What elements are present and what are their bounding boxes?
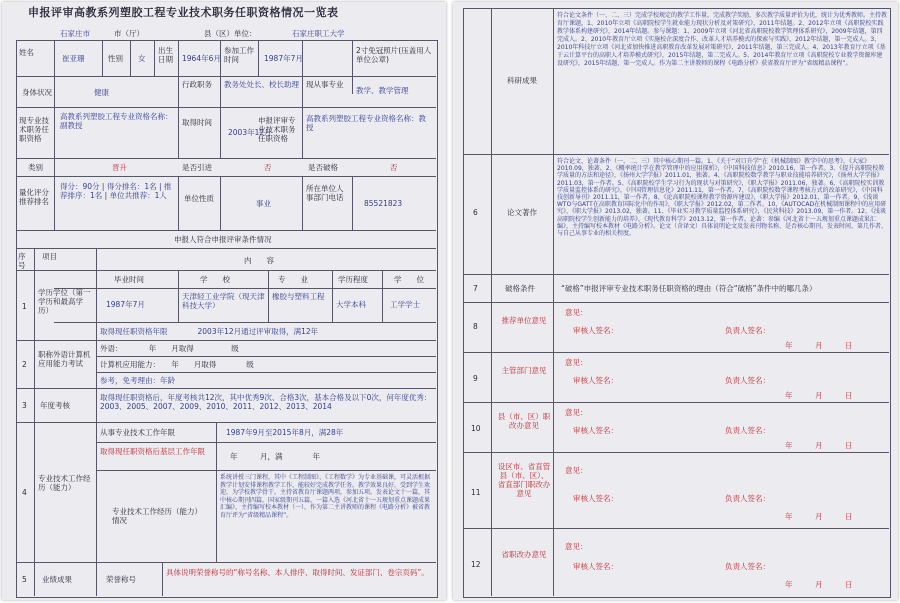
header-no: 序号 xyxy=(18,252,26,270)
ranking-value: 得分：90分 | 得分排名：1名 | 推荐排序：1名 | 单位共推荐：1人 xyxy=(60,182,172,200)
reviewer-signature: 审核人签名： xyxy=(573,494,618,503)
grad-time-value: 1987年7月 xyxy=(106,300,145,309)
exceptional-value: 否 xyxy=(390,163,398,172)
school-header: 学 校 xyxy=(200,275,230,284)
row-no-2: 2 xyxy=(22,360,27,369)
county-label: 县（区）单位： xyxy=(204,29,257,38)
major-header: 专 业 xyxy=(278,275,308,284)
table-border-right xyxy=(463,8,891,598)
date-field: 年 月 日 xyxy=(785,341,853,350)
introduced-label: 是否引进 xyxy=(182,163,212,172)
header-item: 项目 xyxy=(42,252,57,261)
work-ability-label: 专业技术工作经历（能力）情况 xyxy=(112,507,202,525)
reviewer-signature: 审核人签名： xyxy=(573,426,618,435)
date-field: 年 月 日 xyxy=(785,441,853,450)
birth-label: 出生日期 xyxy=(158,46,173,64)
level-header: 学历程度 xyxy=(338,275,368,284)
unit-nature-label: 单位性质 xyxy=(184,194,214,203)
introduced-value: 否 xyxy=(264,163,272,172)
work-start-label: 参加工作时间 xyxy=(224,46,254,64)
reviewer-signature: 审核人签名： xyxy=(573,562,618,571)
exceptional-conditions-text: “破格”申报评审专业技术职务任职资格的理由（符合“破格”条件中的哪几条） xyxy=(561,284,817,293)
honor-instructions: 具体说明荣誉称号的“称号名称、本人排序、取得时间、发证部门、卷宗页码”。 xyxy=(166,568,429,577)
row-no-6: 6 xyxy=(473,208,478,217)
admin-post-label: 行政职务 xyxy=(182,80,212,89)
opinion-field: 意见： xyxy=(565,408,588,417)
major-value: 橡胶与塑料工程 xyxy=(272,292,325,301)
grassroots-years-value: 年 月，满 年 xyxy=(230,452,320,461)
work-ability-text: 系统讲授三门课程，其中《工程制图》、《工程数学》为专业基础课，可灵活根据教学计划安排课程教学工作，能较好完成教学任务。教学效果良好，受到学生欢迎，为学校教学骨干。主持省教育厅课题两项，参加五项。发表论文十一篇，其中核心期刊四篇，国家级期刊五篇，一篇入选《河北省十一五规划重点课题成果汇编》，主持编写校本教材（一），作为第二主讲教师的课程《电路分析》被省教育厅评为“省级精品课程”。 xyxy=(220,474,431,519)
unit-value: 石家庄职工大学 xyxy=(292,29,345,38)
row-no-5: 5 xyxy=(22,575,27,584)
row-no-4: 4 xyxy=(22,488,27,497)
exceptional-conditions-label: 破格条件 xyxy=(505,284,535,293)
gender-label: 性别 xyxy=(108,54,123,63)
degree-header: 学 位 xyxy=(394,275,424,284)
date-field: 年 月 日 xyxy=(785,580,853,589)
opinion-label: 设区市、省直管县（市、区）、省直部门职改办意见 xyxy=(497,462,551,498)
row-no-8: 8 xyxy=(473,322,478,331)
opinion-field: 意见： xyxy=(565,466,588,475)
achievements-label: 业绩成果 xyxy=(42,575,72,584)
honor-label: 荣誉称号 xyxy=(106,575,136,584)
row-no-9: 9 xyxy=(473,374,478,383)
leader-signature: 负责人签名： xyxy=(725,426,770,435)
page-title: 申报评审高教系列塑胶工程专业技术职务任职资格情况一览表 xyxy=(28,6,339,19)
exemption-line: 参考，免考理由：年龄 xyxy=(100,376,175,385)
current-title-label: 现专业技术职务任职资格 xyxy=(19,116,49,143)
opinion-label: 推荐单位意见 xyxy=(501,316,547,325)
opinion-field: 意见： xyxy=(565,358,588,367)
papers-label: 论文著作 xyxy=(507,208,537,217)
row-no-10: 10 xyxy=(471,424,481,433)
birth-value: 1964年6月 xyxy=(182,54,221,63)
name-value: 崔亚珊 xyxy=(62,54,85,63)
city-value: 石家庄市 xyxy=(60,29,90,38)
computer-line: 计算机应用能力： 年 月取得 级 xyxy=(100,360,254,369)
current-specialty-value: 教学、教学管理 xyxy=(356,86,409,95)
work-years-value: 1987年9月至2015年8月，满28年 xyxy=(226,428,344,437)
reviewer-signature: 审核人签名： xyxy=(573,376,618,385)
form-page-left xyxy=(2,2,446,600)
leader-signature: 负责人签名： xyxy=(725,562,770,571)
row-no-1: 1 xyxy=(22,302,27,311)
apply-title-value: 高教系列塑胶工程专业资格名称：教授 xyxy=(306,114,426,132)
date-field: 年 月 日 xyxy=(785,391,853,400)
research-label: 科研成果 xyxy=(507,76,537,85)
section-title: 申报人符合申报评审条件情况 xyxy=(174,235,272,244)
reviewer-signature: 审核人签名： xyxy=(573,326,618,335)
gender-value: 女 xyxy=(138,54,146,63)
grassroots-years-label: 取得现任职资格后基层工作年限 xyxy=(100,447,205,456)
hr-phone-value: 85521823 xyxy=(364,199,403,208)
opinion-label: 县（市、区）职改办意见 xyxy=(497,412,551,430)
name-label: 姓名 xyxy=(19,48,34,57)
papers-text: 符合论文、论著条件（一、二、三）其中核心期刊一篇。1、《关于“对口升学”在《机械制图》教学中的思考》，《大家》2010.09，独著。2、《概率统计学在教学管理中的应用探析》，《中国科技信息》2010.16，第一作者。3、《提升高职院校教学质量的方法和途径》，《扬州大学学报》2011.01，独著。4、《高职院校数学教学与职业技能培养研究》，《扬州大学学报》2011.03，第一作者。5、《高职院校学生学习行为的现状与对策研究》，《职大学报》2011.06，独著。6、《高职院校实训教学质量监控体系的研究》，《中国管理信息化》2011.11，第一作者。7、《高职院校数学课程考核方式的改革研究》，《中国科技创新导刊》2011.11，第一作者。8、《论高职院校课程教学资源库建设》，《职大学报》2012.01，第一作者。9、《浅谈WTO与GATT在高职教育国际化中的作用》，《职大学报》2012.02，第二作者。10、《AUTOCAD在机械制图课程中的应用研究》，《职大学报》2013.02，独著。11、《毕业实习教学质量监控体系研究》，《民营科技》2013.09，第一作者。12、《浅谈高职院校学生创新能力的培养》，《现代教育科学》2013.12，第一作者。论著：参编《河北省十一五规划重点课题成果汇编》，主持编写校本教材《电路分析》。论文（含译文）具体说明论文及发表刊物名称、是否核心期刊、发表时间、第几作者、与自己从事专业的相关程度。 xyxy=(557,158,888,238)
current-title-value: 高教系列塑胶工程专业资格名称：副教授 xyxy=(60,112,173,130)
row-no-7: 7 xyxy=(473,284,478,293)
hr-phone-label: 所在单位人事部门电话 xyxy=(306,184,344,202)
work-start-value: 1987年7月 xyxy=(264,54,303,63)
ranking-label: 量化评分推荐排名 xyxy=(19,188,49,206)
opinion-field: 意见： xyxy=(565,308,588,317)
opinion-label: 省职改办意见 xyxy=(501,550,547,559)
category-value: 晋升 xyxy=(112,163,127,172)
row-no-3: 3 xyxy=(22,401,27,410)
header-content: 内 容 xyxy=(244,256,274,265)
form-page-right xyxy=(453,2,898,600)
opinion-field: 意见： xyxy=(565,542,588,551)
level-value: 大学本科 xyxy=(336,300,366,309)
photo-box: 2寸免冠照片(压盖用人单位公章) xyxy=(356,46,432,64)
leader-signature: 负责人签名： xyxy=(725,376,770,385)
work-years-label: 从事专业技术工作年限 xyxy=(100,428,175,437)
degree-value: 工学学士 xyxy=(390,300,420,309)
health-label: 身体状况 xyxy=(22,88,52,97)
school-value: 天津轻工业学院（现天津科技大学） xyxy=(182,292,265,310)
apply-title-label: 申报评审专业技术职务任职资格 xyxy=(258,116,296,143)
leader-signature: 负责人签名： xyxy=(725,494,770,503)
city-suffix: 市（厅） xyxy=(114,29,144,38)
qualification-years: 取得现任职资格年限 2003年12月通过评审取得，满12年 xyxy=(100,327,319,336)
foreign-language-line: 外语： 年 月取得 级 xyxy=(100,344,239,353)
education-label: 学历学位（第一学历和最高学历） xyxy=(38,288,91,315)
exceptional-label: 是否破格 xyxy=(308,163,338,172)
leader-signature: 负责人签名： xyxy=(725,326,770,335)
current-specialty-label: 现从事专业 xyxy=(306,80,344,89)
research-text: 符合论文条件（一、二、三）完成学校规定的教学工作量，完成教学奖励，多次教学质量评价为优，统计为优秀教师。主持教育厅课题，1、2010年立项《高职院校学生就业能力现状分析及对策研究》，2011年结题。2、2012年立项《高职院校实践教学体系构建研究》，2014年结题。参与课题：1、2009年立项《河北省高职院校教学管理体系研究》，2009年结题，第四完成人。2、2010年教育厅立项《实施校企深度合作，改革人才培养模式的探索与实践》，2012年结题，第一完成人。3、2010年科技厅立项《河北省加快推进高职教育改革发展对策研究》，2011年结题，第三完成人。4、2013年教育厅立项《基于云计算平台的高职人才培养模式研究》，2015年结题，第二完成人。5、2014年教育厅立项《高职院校专业教学资源库建设研究》，2015年结题，第一完成人。作为第二主讲教师的课程《电路分析》获省教育厅评为“省级精品课程”。 xyxy=(557,12,888,67)
work-experience-label: 专业技术工作经历（能力） xyxy=(38,474,91,492)
row-no-11: 11 xyxy=(471,488,481,497)
grad-time-header: 毕业时间 xyxy=(114,275,144,284)
date-field: 年 月 日 xyxy=(785,512,853,521)
row-no-12: 12 xyxy=(471,560,481,569)
health-value: 健康 xyxy=(94,88,109,97)
annual-review-text: 取得现任职资格后，年度考核共12次，其中优秀9次、合格3次，基本合格及以下0次，何年度优秀：2003、2005、2007、2009、2010、2011、2012、2013、2014 xyxy=(100,393,432,411)
obtained-time-label: 取得时间 xyxy=(182,118,212,127)
exam-label: 职称外语计算机应用能力考试 xyxy=(38,350,91,368)
admin-post-value: 教务处处长、校长助理 xyxy=(224,80,299,89)
category-label: 类别 xyxy=(28,163,43,172)
annual-review-label: 年度考核 xyxy=(40,401,70,410)
obtained-time-value: 2003年12月 xyxy=(228,128,272,137)
unit-nature-value: 事业 xyxy=(256,199,271,208)
opinion-label: 主管部门意见 xyxy=(501,366,547,375)
